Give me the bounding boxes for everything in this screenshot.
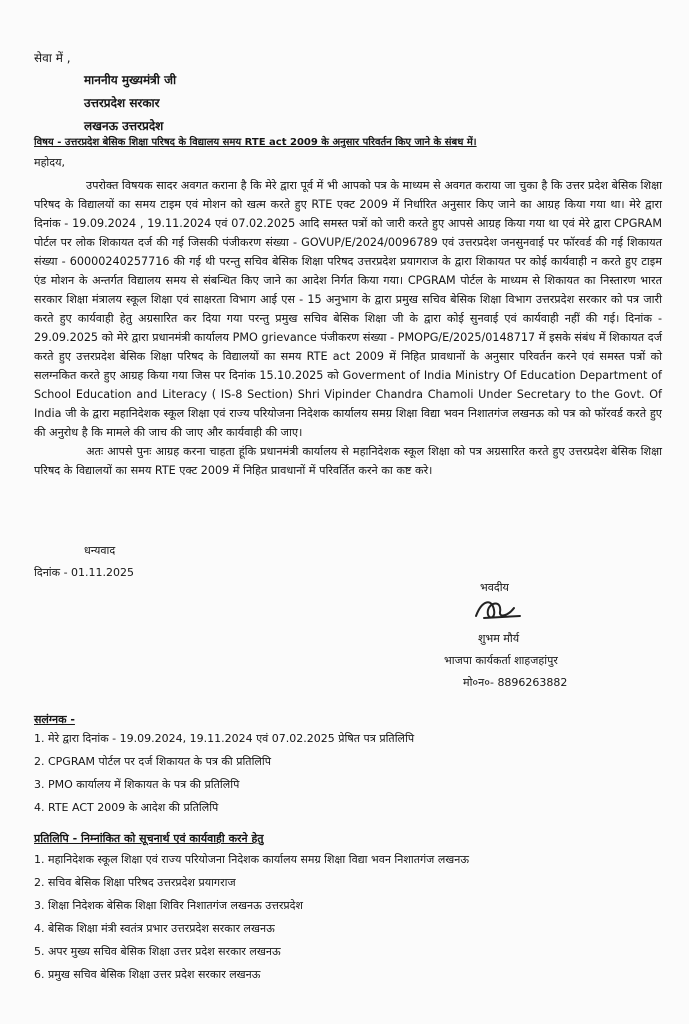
greeting: महोदय, [34,156,65,169]
thanks: धन्यवाद [84,544,116,557]
handwritten-signature [470,594,530,624]
enclosures-list [34,727,414,819]
addressee-line-3: लखनऊ उत्तरप्रदेश [84,119,164,133]
sender-name: शुभम मौर्य [478,632,520,645]
copy-heading: प्रतिलिपि - निम्नांकित को सूचनार्थ एवं कार्यवाही करने हेतु [34,832,264,845]
date-line: दिनांक - 01.11.2025 [34,566,135,579]
list-item: 4. बेसिक शिक्षा मंत्री स्वतंत्र प्रभार उत्तरप्रदेश सरकार लखनऊ [34,922,275,935]
sender-role: भाजपा कार्यकर्ता शाहजहांपुर [444,654,558,667]
list-item: 1. महानिदेशक स्कूल शिक्षा एवं राज्य परियोजना निदेशक कार्यालय समग्र शिक्षा विद्या भवन निशातगंज लखनऊ [34,853,470,866]
list-item: 1. मेरे द्वारा दिनांक - 19.09.2024, 19.11.2024 एवं 07.02.2025 प्रेषित पत्र प्रतिलिपि [34,732,415,745]
list-item: 2. सचिव बेसिक शिक्षा परिषद उत्तरप्रदेश प्रयागराज [34,876,236,889]
body-paragraph-2: अतः आपसे पुनः आग्रह करना चाहता हूंकि प्रधानमंत्री कार्यालय से महानिदेशक स्कूल शिक्षा को पत्र अग्रसारित करते हुए उत्तरप्रदेश बेसिक शिक्षा परिषद के विद्यालयों का समय RTE एक्ट 2009 में निहित प्रावधानों में परिवर्तित करने का कष्ट करे। [34,445,662,477]
sign-off: भवदीय [480,581,509,594]
list-item: 6. प्रमुख सचिव बेसिक शिक्षा उत्तर प्रदेश सरकार लखनऊ [34,968,261,981]
body-paragraph-1: उपरोक्त विषयक सादर अवगत कराना है कि मेरे द्वारा पूर्व में भी आपको पत्र के माध्यम से अवगत कराया जा चुका है कि उत्तर प्रदेश बेसिक शिक्षा परिषद के विद्यालयों का समय टाइम एवं मोशन को खत्म करते हुए RTE एक्ट 2009 में निर्धारित अनुसार किए जाने का आग्रह किया गया था। मेरे द्वारा दिनांक - 19.09.2024 , 19.11.2024 एवं 07.02.2025 आदि समस्त पत्रों को जारी करते हुए आपसे आग्रह किया गया था एवं मेरे द्वारा CPGRAM पोर्टल पर लोक शिकायत दर्ज की गई जिसकी पंजीकरण संख्या - GOVUP/E/2024/0096789 एवं उत्तरप्रदेश जनसुनवाई पर फॉरवर्ड की गई शिकायत संख्या - 60000240257716 की गई थी परन्तु सचिव बेसिक शिक्षा परिषद उत्तरप्रदेश प्रयागराज के द्वारा शिकायत पर कोई कार्यवाही न करते हुए टाइम एंड मोशन के अन्तर्गत विद्यालय समय से संबन्धित किए जाने का आदेश निर्गत किया गया। CPGRAM पोर्टल के माध्यम से शिकायत का निस्तारण भारत सरकार शिक्षा मंत्रालय स्कूल शिक्षा एवं साक्षरता विभाग आई एस - 15 अनुभाग के द्वारा प्रमुख सचिव बेसिक शिक्षा विभाग उत्तरप्रदेश सरकार को पत्र जारी करते हुए कार्यवाही हेतु अग्रसारित कर दिया गया परन्तु प्रमुख सचिव बेसिक शिक्षा जी के द्वारा कोई सुनवाई एवं कार्यवाही नहीं की गई। दिनांक - 29.09.2025 को मेरे द्वारा प्रधानमंत्री कार्यालय PMO grievance पंजीकरण संख्या - PMOPG/E/2025/0148717 में इसके संबंध में शिकायत दर्ज करते हुए उत्तरप्रदेश बेसिक शिक्षा परिषद के विद्यालयों का समय RTE act 2009 में निहित प्रावधानों के अनुसार परिवर्तन करने एवं समस्त पत्रों को सलग्नकित करते हुए आग्रह किया गया जिस पर दिनांक 15.10.2025 को Goverment of India Ministry Of Education Department of School Education and Literacy ( IS-8 Section) Shri Vipinder Chandra Chamoli Under Secretary to the Govt. Of India जी के द्वारा महानिदेशक स्कूल शिक्षा एवं राज्य परियोजना निदेशक कार्यालय समग्र शिक्षा विद्या भवन निशातगंज लखनऊ को पत्र को फॉरवर्ड करते हुए की अनुरोध है कि मामले की जाच की जाए और कार्यवाही की जाए। [34,179,662,439]
sender-mobile: मो०न०- 8896263882 [463,676,568,689]
copies-list [34,848,469,986]
enclosures-heading: सलंग्नक - [34,713,75,726]
list-item: 3. शिक्षा निदेशक बेसिक शिक्षा शिविर निशातगंज लखनऊ उत्तरप्रदेश [34,899,303,912]
subject-line: विषय - उत्तरप्रदेश बेसिक शिक्षा परिषद के विद्यालय समय RTE act 2009 के अनुसार परिवर्तन किए जाने के संबध में। [34,137,477,148]
salutation: सेवा में , [34,51,71,65]
list-item: 5. अपर मुख्य सचिव बेसिक शिक्षा उत्तर प्रदेश सरकार लखनऊ [34,945,281,958]
letter-body [34,176,662,480]
list-item: 4. RTE ACT 2009 के आदेश की प्रतिलिपि [34,801,219,814]
list-item: 3. PMO कार्यालय में शिकायत के पत्र की प्रतिलिपि [34,778,240,791]
addressee-line-1: माननीय मुख्यमंत्री जी [84,73,177,87]
list-item: 2. CPGRAM पोर्टल पर दर्ज शिकायत के पत्र की प्रतिलिपि [34,755,271,768]
addressee-line-2: उत्तरप्रदेश सरकार [84,96,160,110]
